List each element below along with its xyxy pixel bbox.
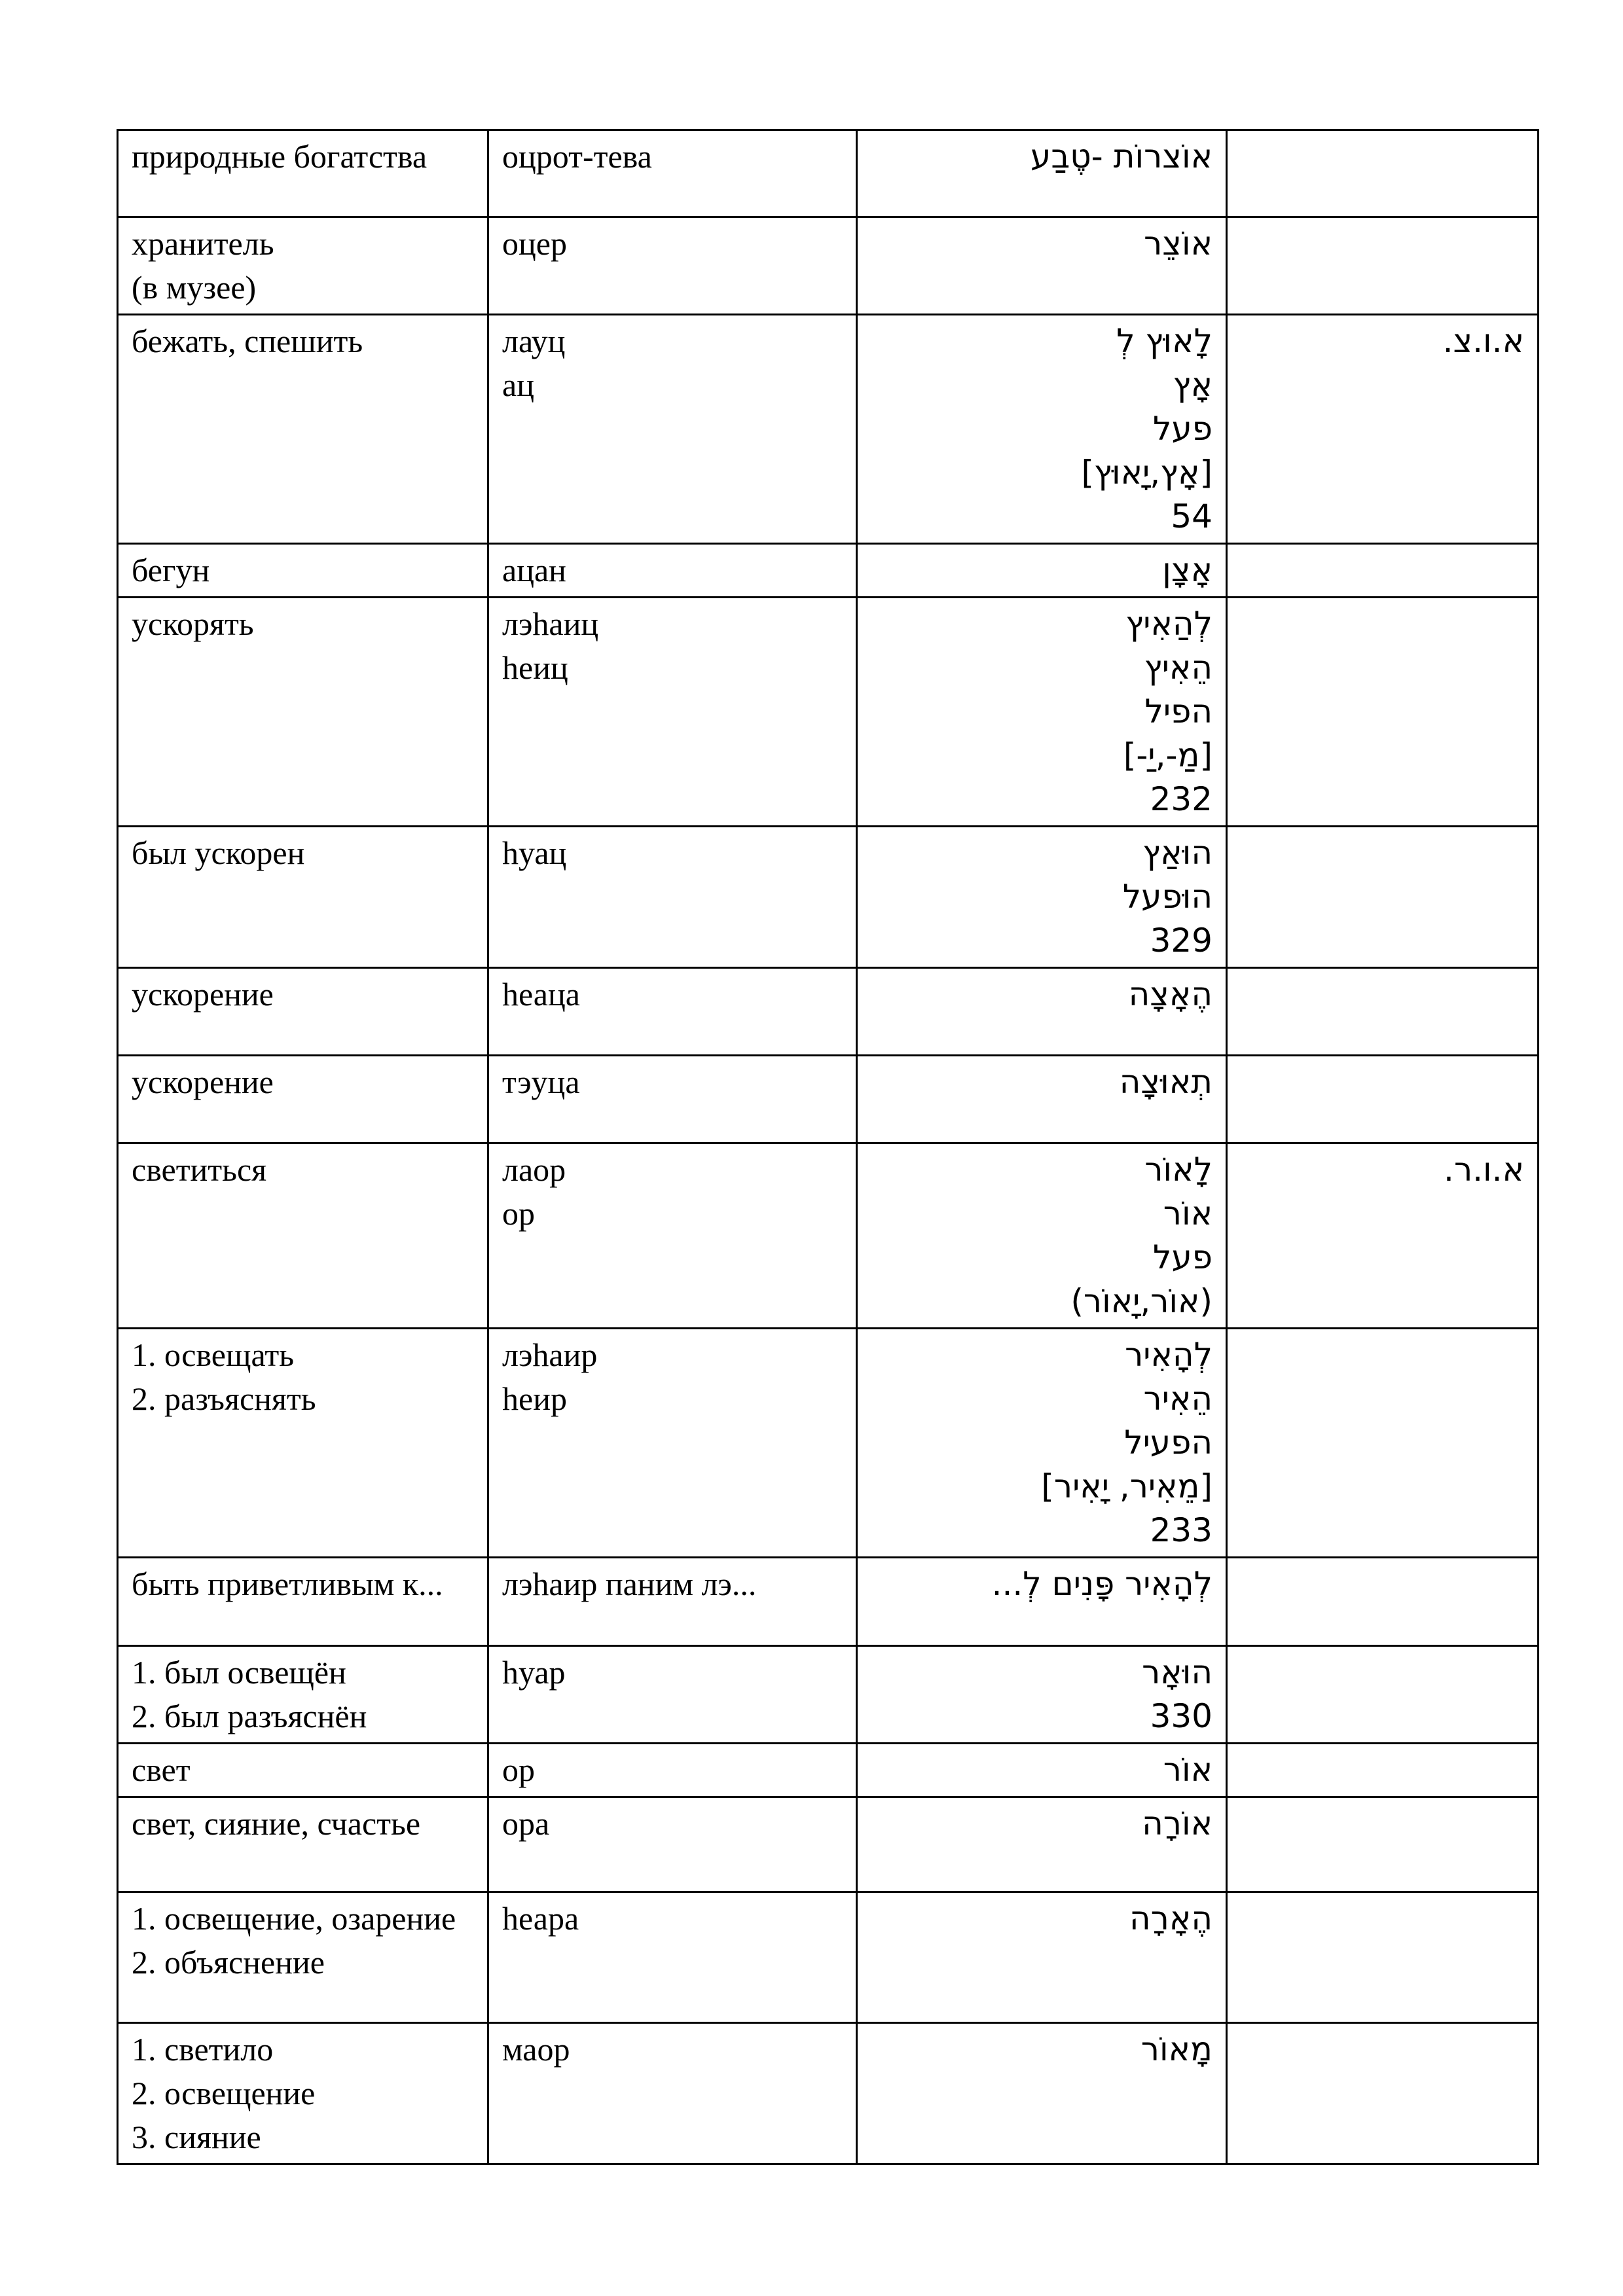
transliteration-line: лэhаир паним лэ... <box>502 1566 757 1602</box>
hebrew-word-cell <box>857 1329 1227 1558</box>
hebrew-word-line: לְהָאִיר פָּנִים לְ... <box>991 1565 1213 1603</box>
transliteration-line: лэhаир <box>502 1336 598 1373</box>
hebrew-word-cell <box>857 315 1227 544</box>
hebrew-word-cell <box>857 130 1227 217</box>
transliteration-cell <box>488 1143 857 1329</box>
russian-meaning-line: 2. объяснение <box>132 1944 325 1981</box>
root-cell <box>1227 217 1539 315</box>
hebrew-word-line: הוּאַץ <box>1142 834 1213 872</box>
root-cell <box>1227 2023 1539 2164</box>
transliteration-line: hеиц <box>502 649 568 686</box>
transliteration-line: оцер <box>502 225 567 262</box>
table-row <box>118 1646 1539 1744</box>
russian-meaning-line: 2. освещение <box>132 2075 316 2111</box>
hebrew-word-cell <box>857 2023 1227 2164</box>
russian-meaning-line: ускорение <box>132 976 274 1013</box>
hebrew-root-label: א.ו.ר. <box>1444 1151 1524 1189</box>
russian-meaning-line: хранитель <box>132 225 274 262</box>
russian-meaning-line: ускорять <box>132 605 254 642</box>
hebrew-word-line: הֵאִיץ <box>1144 649 1213 687</box>
russian-meaning-line: 2. был разъяснён <box>132 1698 367 1734</box>
transliteration-cell <box>488 598 857 827</box>
root-cell <box>1227 1143 1539 1329</box>
russian-meaning-cell <box>118 2023 488 2164</box>
hebrew-word-line: אָץ <box>1173 366 1213 404</box>
table-row <box>118 315 1539 544</box>
transliteration-line: ац <box>502 367 534 403</box>
transliteration-cell <box>488 827 857 968</box>
hebrew-word-cell <box>857 544 1227 598</box>
hebrew-word-line: הפעיל <box>1124 1424 1213 1462</box>
hebrew-word-line: פעל <box>1153 410 1213 448</box>
hebrew-word-cell <box>857 1143 1227 1329</box>
transliteration-line: лэhаиц <box>502 605 599 642</box>
russian-meaning-cell <box>118 968 488 1056</box>
table-row <box>118 1056 1539 1143</box>
hebrew-word-line: מָאוֹר <box>1140 2030 1213 2068</box>
transliteration-line: hеир <box>502 1380 567 1417</box>
root-cell <box>1227 827 1539 968</box>
russian-meaning-cell <box>118 1056 488 1143</box>
table-row <box>118 2023 1539 2164</box>
table-row <box>118 1558 1539 1646</box>
russian-meaning-cell <box>118 1646 488 1744</box>
table-row <box>118 827 1539 968</box>
hebrew-word-line: אוֹרָה <box>1142 1804 1213 1842</box>
hebrew-word-line: (אוֹר,יָאוֹר) <box>1070 1282 1213 1320</box>
hebrew-word-cell <box>857 827 1227 968</box>
root-cell <box>1227 1646 1539 1744</box>
transliteration-cell <box>488 544 857 598</box>
russian-meaning-cell <box>118 315 488 544</box>
dictionary-table <box>117 129 1539 2165</box>
transliteration-line: ор <box>502 1751 535 1788</box>
hebrew-word-line: אוֹצֵר <box>1144 224 1213 262</box>
transliteration-cell <box>488 1329 857 1558</box>
transliteration-cell <box>488 1744 857 1797</box>
conjugation-table-number: 329 <box>1150 922 1213 960</box>
root-cell <box>1227 968 1539 1056</box>
root-cell <box>1227 130 1539 217</box>
russian-meaning-line: 1. светило <box>132 2031 274 2068</box>
root-cell <box>1227 1558 1539 1646</box>
table-row <box>118 544 1539 598</box>
russian-meaning-line: 2. разъяснять <box>132 1380 316 1417</box>
table-row <box>118 1143 1539 1329</box>
hebrew-word-line: תְאוּצָה <box>1119 1063 1213 1101</box>
russian-meaning-cell <box>118 598 488 827</box>
hebrew-word-line: הֶאָרָה <box>1129 1899 1213 1937</box>
russian-meaning-line: свет, сияние, счастье <box>132 1805 421 1842</box>
hebrew-word-line: לָאוֹר <box>1144 1151 1213 1189</box>
russian-meaning-cell <box>118 1797 488 1892</box>
conjugation-table-number: 232 <box>1150 780 1213 818</box>
russian-meaning-line: светиться <box>132 1151 267 1188</box>
hebrew-word-line: הוּאָר <box>1142 1653 1213 1691</box>
table-row <box>118 1892 1539 2023</box>
transliteration-cell <box>488 1558 857 1646</box>
conjugation-table-number: 233 <box>1150 1511 1213 1549</box>
transliteration-cell <box>488 217 857 315</box>
transliteration-line: оцрот-тева <box>502 138 652 175</box>
root-cell <box>1227 1892 1539 2023</box>
conjugation-table-number: 330 <box>1150 1697 1213 1735</box>
transliteration-line: hеара <box>502 1900 579 1937</box>
transliteration-cell <box>488 968 857 1056</box>
transliteration-line: маор <box>502 2031 570 2068</box>
table-row <box>118 1797 1539 1892</box>
dictionary-table-body <box>118 130 1539 2164</box>
russian-meaning-line: быть приветливым к... <box>132 1566 443 1602</box>
table-row <box>118 968 1539 1056</box>
hebrew-word-cell <box>857 1558 1227 1646</box>
hebrew-word-line: הוּפעל <box>1122 878 1213 916</box>
russian-meaning-line: бежать, спешить <box>132 323 363 359</box>
hebrew-word-cell <box>857 1056 1227 1143</box>
russian-meaning-cell <box>118 544 488 598</box>
russian-meaning-cell <box>118 1329 488 1558</box>
hebrew-word-line: [מֵאִיר, יָאִיר] <box>1041 1467 1213 1505</box>
table-row <box>118 1329 1539 1558</box>
table-row <box>118 217 1539 315</box>
table-row <box>118 130 1539 217</box>
russian-meaning-line: 1. был освещён <box>132 1654 346 1691</box>
root-cell <box>1227 1744 1539 1797</box>
hebrew-word-line: הֶאָצָה <box>1128 975 1213 1013</box>
russian-meaning-cell <box>118 1143 488 1329</box>
transliteration-line: тэуца <box>502 1064 580 1100</box>
table-row <box>118 598 1539 827</box>
russian-meaning-cell <box>118 1558 488 1646</box>
russian-meaning-cell <box>118 130 488 217</box>
transliteration-cell <box>488 1056 857 1143</box>
russian-meaning-cell <box>118 1892 488 2023</box>
table-row <box>118 1744 1539 1797</box>
russian-meaning-line: (в музее) <box>132 269 257 306</box>
hebrew-word-cell <box>857 598 1227 827</box>
hebrew-word-line: [מַ-,יַ-] <box>1123 736 1213 774</box>
hebrew-word-line: אוֹר <box>1163 1751 1213 1789</box>
root-cell <box>1227 1056 1539 1143</box>
russian-meaning-line: свет <box>132 1751 191 1788</box>
transliteration-cell <box>488 315 857 544</box>
hebrew-word-line: אָצָן <box>1162 551 1213 589</box>
transliteration-line: ор <box>502 1195 535 1232</box>
transliteration-cell <box>488 2023 857 2164</box>
root-cell <box>1227 315 1539 544</box>
russian-meaning-line: бегун <box>132 552 210 588</box>
root-cell <box>1227 1797 1539 1892</box>
russian-meaning-line: ускорение <box>132 1064 274 1100</box>
hebrew-word-cell <box>857 968 1227 1056</box>
hebrew-word-line: לְהַאִיץ <box>1125 605 1213 643</box>
transliteration-line: hеаца <box>502 976 580 1013</box>
root-cell <box>1227 1329 1539 1558</box>
russian-meaning-line: 1. освещать <box>132 1336 294 1373</box>
transliteration-line: лауц <box>502 323 566 359</box>
transliteration-line: лаор <box>502 1151 566 1188</box>
transliteration-cell <box>488 1797 857 1892</box>
russian-meaning-cell <box>118 827 488 968</box>
transliteration-line: hуац <box>502 834 567 871</box>
hebrew-word-line: אוֹצרוֹת -טֶבַע <box>1030 137 1213 175</box>
transliteration-cell <box>488 1892 857 2023</box>
russian-meaning-line: природные богатства <box>132 138 428 175</box>
hebrew-word-line: [אָץ,יָאוּץ] <box>1081 454 1213 492</box>
russian-meaning-line: 3. сияние <box>132 2119 261 2155</box>
hebrew-word-line: לְהָאִיר <box>1125 1336 1213 1374</box>
hebrew-word-cell <box>857 1646 1227 1744</box>
russian-meaning-line: был ускорен <box>132 834 305 871</box>
hebrew-word-cell <box>857 1892 1227 2023</box>
transliteration-line: ора <box>502 1805 550 1842</box>
hebrew-word-line: אוֹר <box>1163 1194 1213 1232</box>
hebrew-word-cell <box>857 217 1227 315</box>
root-cell <box>1227 598 1539 827</box>
hebrew-word-line: פעל <box>1153 1238 1213 1276</box>
transliteration-line: hуар <box>502 1654 566 1691</box>
transliteration-line: ацан <box>502 552 566 588</box>
transliteration-cell <box>488 130 857 217</box>
hebrew-word-cell <box>857 1797 1227 1892</box>
hebrew-word-line: הֵאִיר <box>1143 1380 1213 1418</box>
hebrew-word-cell <box>857 1744 1227 1797</box>
hebrew-word-line: הפיל <box>1144 692 1213 730</box>
russian-meaning-line: 1. освещение, озарение <box>132 1900 456 1937</box>
root-cell <box>1227 544 1539 598</box>
conjugation-table-number: 54 <box>1171 497 1213 535</box>
russian-meaning-cell <box>118 1744 488 1797</box>
hebrew-root-label: א.ו.צ. <box>1442 322 1524 360</box>
russian-meaning-cell <box>118 217 488 315</box>
transliteration-cell <box>488 1646 857 1744</box>
hebrew-word-line: לָאוּץ לְ <box>1116 322 1213 360</box>
